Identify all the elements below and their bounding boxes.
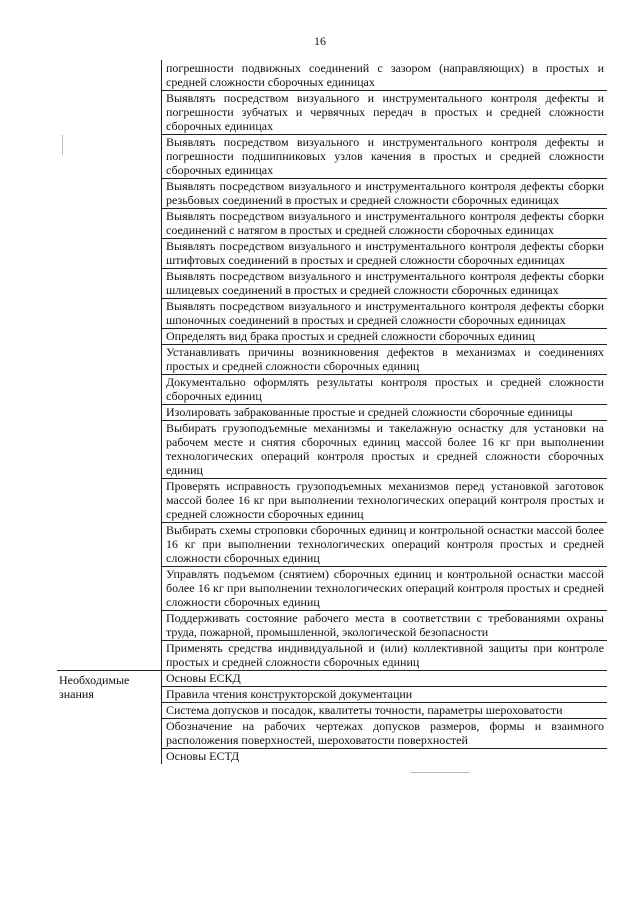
knowledge-list [161, 671, 607, 764]
knowledge-item: Правила чтения конструкторской документации [162, 687, 607, 703]
knowledge-label: Необходимые знания [59, 673, 130, 701]
skills-list [161, 60, 607, 670]
skill-item: Выбирать схемы строповки сборочных единиц и контрольной оснастки массой более 16 кг при выполнении технологических операций контроля простых и средней сложности сборочных единиц [162, 523, 607, 567]
skill-item: Выявлять посредством визуального и инструментального контроля дефекты и погрешности зубчатых и червячных передач в простых и средней сложности сборочных единицах [162, 91, 607, 135]
knowledge-item: Основы ЕСКД [162, 671, 607, 687]
skill-item: Устанавливать причины возникновения дефектов в механизмах и соединениях простых и средней сложности сборочных единиц [162, 345, 607, 375]
skill-item: Управлять подъемом (снятием) сборочных единиц и контрольной оснастки массой более 16 кг при выполнении технологических операций контроля простых и средней сложности сборочных единиц [162, 567, 607, 611]
skill-item: Выявлять посредством визуального и инструментального контроля дефекты сборки соединений с натягом в простых и средней сложности сборочных единицах [162, 209, 607, 239]
skills-label-cell [57, 60, 161, 670]
knowledge-item: Основы ЕСТД [166, 749, 240, 763]
skill-item: Поддерживать состояние рабочего места в соответствии с требованиями охраны труда, пожарной, промышленной, экологической безопасности [162, 611, 607, 641]
skill-item: Применять средства индивидуальной и (или) коллективной защиты при контроле простых и средней сложности сборочных единиц [166, 641, 604, 669]
skill-item: Выявлять посредством визуального и инструментального контроля дефекты сборки шлицевых соединений в простых и средней сложности сборочных единицах [162, 269, 607, 299]
competency-table [57, 60, 607, 764]
skill-item: Выявлять посредством визуального и инструментального контроля дефекты сборки штифтовых соединений в простых и средней сложности сборочных единицах [162, 239, 607, 269]
skill-item: погрешности подвижных соединений с зазором (направляющих) в простых и средней сложности сборочных единицах [162, 60, 607, 91]
skill-item: Определять вид брака простых и средней сложности сборочных единиц [162, 329, 607, 345]
skill-item: Выбирать грузоподъемные механизмы и такелажную оснастку для установки на рабочем месте и снятия сборочных единиц массой более 16 кг при выполнении технологических операций контроля простых и средней сложности сборочных единиц [162, 421, 607, 479]
skill-item: Выявлять посредством визуального и инструментального контроля дефекты и погрешности подшипниковых узлов качения в простых и средней сложности сборочных единицах [162, 135, 607, 179]
page-number: 16 [314, 34, 326, 48]
skill-item: Выявлять посредством визуального и инструментального контроля дефекты сборки шпоночных соединений в простых и средней сложности сборочных единицах [162, 299, 607, 329]
skill-item: Изолировать забракованные простые и средней сложности сборочные единицы [162, 405, 607, 421]
skill-item: Выявлять посредством визуального и инструментального контроля дефекты сборки резьбовых соединений в простых и средней сложности сборочных единицах [162, 179, 607, 209]
skills-row [57, 60, 607, 670]
scan-mark-bottom [410, 772, 470, 773]
skill-item: Документально оформлять результаты контроля простых и средней сложности сборочных единиц [162, 375, 607, 405]
skill-item: Проверять исправность грузоподъемных механизмов перед установкой заготовок массой более 16 кг при выполнении технологических операций контроля простых и средней сложности сборочных единиц [162, 479, 607, 523]
knowledge-row [57, 670, 607, 764]
knowledge-item: Обозначение на рабочих чертежах допусков размеров, формы и взаимного расположения поверхностей, шероховатости поверхностей [162, 719, 607, 749]
knowledge-item: Система допусков и посадок, квалитеты точности, параметры шероховатости [162, 703, 607, 719]
